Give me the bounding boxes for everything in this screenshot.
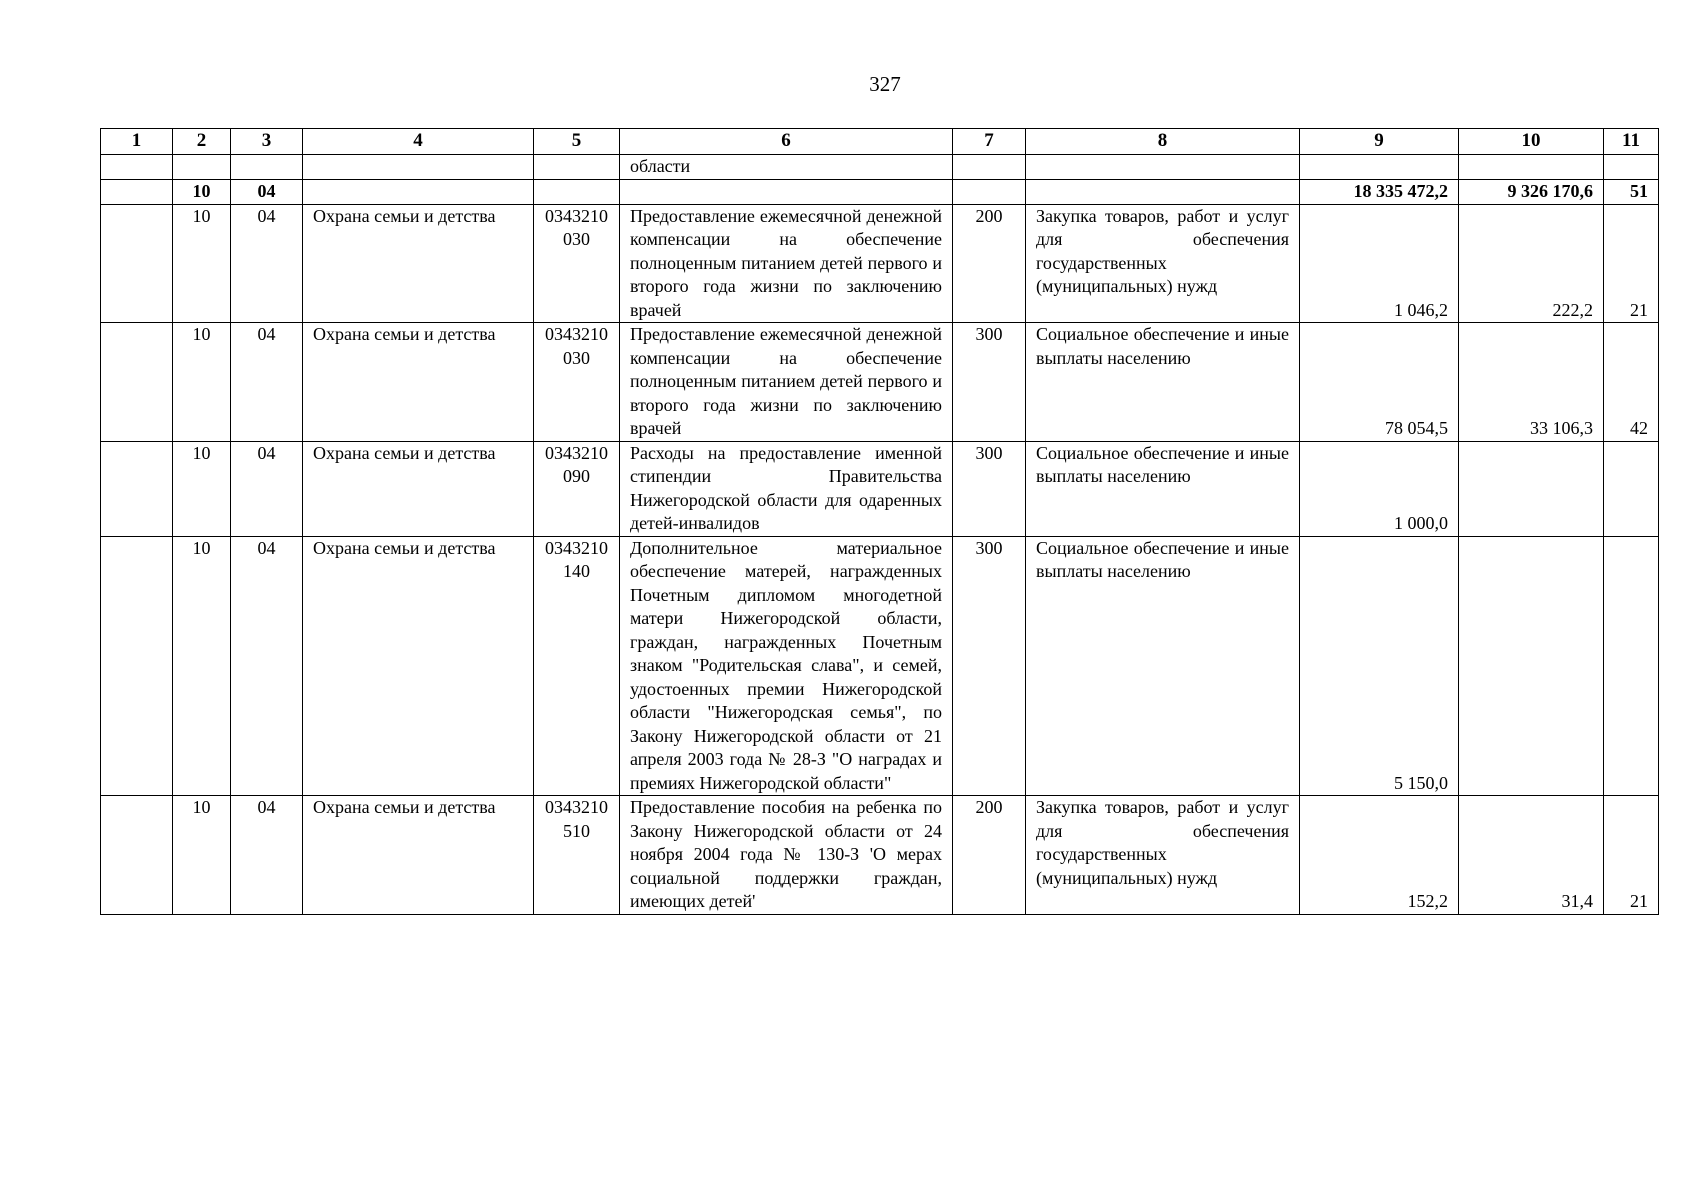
table-row [101,796,1659,915]
value-col-11: 42 [1604,323,1659,442]
expense-type-name: Закупка товаров, работ и услуг для обеспечения государственных (муниципальных) нужд [1026,796,1300,915]
subtotal-col-11: 51 [1604,180,1659,205]
amount-col-10 [1459,536,1604,796]
cell [953,180,1026,205]
expense-type-code: 300 [953,441,1026,536]
value-col-11 [1604,536,1659,796]
cell [101,323,173,442]
page-number: 327 [869,72,901,96]
subtotal-row [101,180,1659,205]
continuation-row [101,155,1659,180]
amount-col-10: 31,4 [1459,796,1604,915]
value-col-11: 21 [1604,796,1659,915]
header-col-4: 4 [303,129,534,155]
expense-description: Дополнительное материальное обеспечение матерей, награжденных Почетным дипломом многодетной матери Нижегородской области, граждан, награжденных Почетным знаком "Родительская слава", и семей, удостоенных премии Нижегородской области "Нижегородская семья", по Закону Нижегородской области от 21 апреля 2003 года № 28-З "О наградах и премиях Нижегородской области" [620,536,953,796]
expense-type-name: Социальное обеспечение и иные выплаты населению [1026,323,1300,442]
cell [1026,155,1300,180]
section-code: 10 [173,441,231,536]
section-code: 10 [173,536,231,796]
subsection-code: 04 [231,796,303,915]
amount-col-9: 78 054,5 [1300,323,1459,442]
cell [620,180,953,205]
cell [1026,180,1300,205]
section-code: 10 [173,204,231,323]
section-name: Охрана семьи и детства [303,536,534,796]
amount-col-9: 1 046,2 [1300,204,1459,323]
section-code: 10 [173,796,231,915]
subtotal-col-9: 18 335 472,2 [1300,180,1459,205]
header-row [101,129,1659,155]
header-col-8: 8 [1026,129,1300,155]
table-row [101,204,1659,323]
expense-description: Расходы на предоставление именной стипендии Правительства Нижегородской области для одаренных детей-инвалидов [620,441,953,536]
expense-type-name: Социальное обеспечение и иные выплаты населению [1026,536,1300,796]
target-code: 0343210090 [534,441,620,536]
table-row [101,536,1659,796]
expense-type-code: 300 [953,536,1026,796]
cell [534,155,620,180]
cell [173,155,231,180]
section-code: 10 [173,180,231,205]
budget-table [100,128,1659,915]
cell [303,155,534,180]
section-name: Охрана семьи и детства [303,796,534,915]
expense-type-code: 300 [953,323,1026,442]
value-col-11: 21 [1604,204,1659,323]
subsection-code: 04 [231,323,303,442]
cell [101,180,173,205]
amount-col-9: 152,2 [1300,796,1459,915]
cell [534,180,620,205]
expense-type-code: 200 [953,796,1026,915]
amount-col-9: 1 000,0 [1300,441,1459,536]
expense-description: Предоставление ежемесячной денежной компенсации на обеспечение полноценным питанием детей первого и второго года жизни по заключению врачей [620,204,953,323]
section-name: Охрана семьи и детства [303,441,534,536]
cell [1604,155,1659,180]
section-name: Охрана семьи и детства [303,323,534,442]
expense-description: Предоставление ежемесячной денежной компенсации на обеспечение полноценным питанием детей первого и второго года жизни по заключению врачей [620,323,953,442]
header-col-1: 1 [101,129,173,155]
amount-col-10: 33 106,3 [1459,323,1604,442]
target-code: 0343210030 [534,323,620,442]
value-col-11 [1604,441,1659,536]
target-code: 0343210030 [534,204,620,323]
amount-col-10: 222,2 [1459,204,1604,323]
target-code: 0343210510 [534,796,620,915]
header-col-2: 2 [173,129,231,155]
cell [1459,155,1604,180]
section-code: 10 [173,323,231,442]
section-name: Охрана семьи и детства [303,204,534,323]
table-row [101,441,1659,536]
target-code: 0343210140 [534,536,620,796]
amount-col-10 [1459,441,1604,536]
header-col-9: 9 [1300,129,1459,155]
expense-type-name: Закупка товаров, работ и услуг для обеспечения государственных (муниципальных) нужд [1026,204,1300,323]
subsection-code: 04 [231,536,303,796]
cell [101,441,173,536]
expense-description: Предоставление пособия на ребенка по Закону Нижегородской области от 24 ноября 2004 года № 130-З 'О мерах социальной поддержки граждан, имеющих детей' [620,796,953,915]
cell [101,204,173,323]
subtotal-col-10: 9 326 170,6 [1459,180,1604,205]
continuation-text: области [620,155,953,180]
cell [953,155,1026,180]
header-col-5: 5 [534,129,620,155]
cell [1300,155,1459,180]
cell [101,796,173,915]
amount-col-9: 5 150,0 [1300,536,1459,796]
subsection-code: 04 [231,204,303,323]
header-col-11: 11 [1604,129,1659,155]
cell [101,536,173,796]
header-col-10: 10 [1459,129,1604,155]
cell [303,180,534,205]
subsection-code: 04 [231,180,303,205]
table-row [101,323,1659,442]
expense-type-name: Социальное обеспечение и иные выплаты населению [1026,441,1300,536]
header-col-6: 6 [620,129,953,155]
cell [231,155,303,180]
cell [101,155,173,180]
header-col-3: 3 [231,129,303,155]
expense-type-code: 200 [953,204,1026,323]
subsection-code: 04 [231,441,303,536]
header-col-7: 7 [953,129,1026,155]
